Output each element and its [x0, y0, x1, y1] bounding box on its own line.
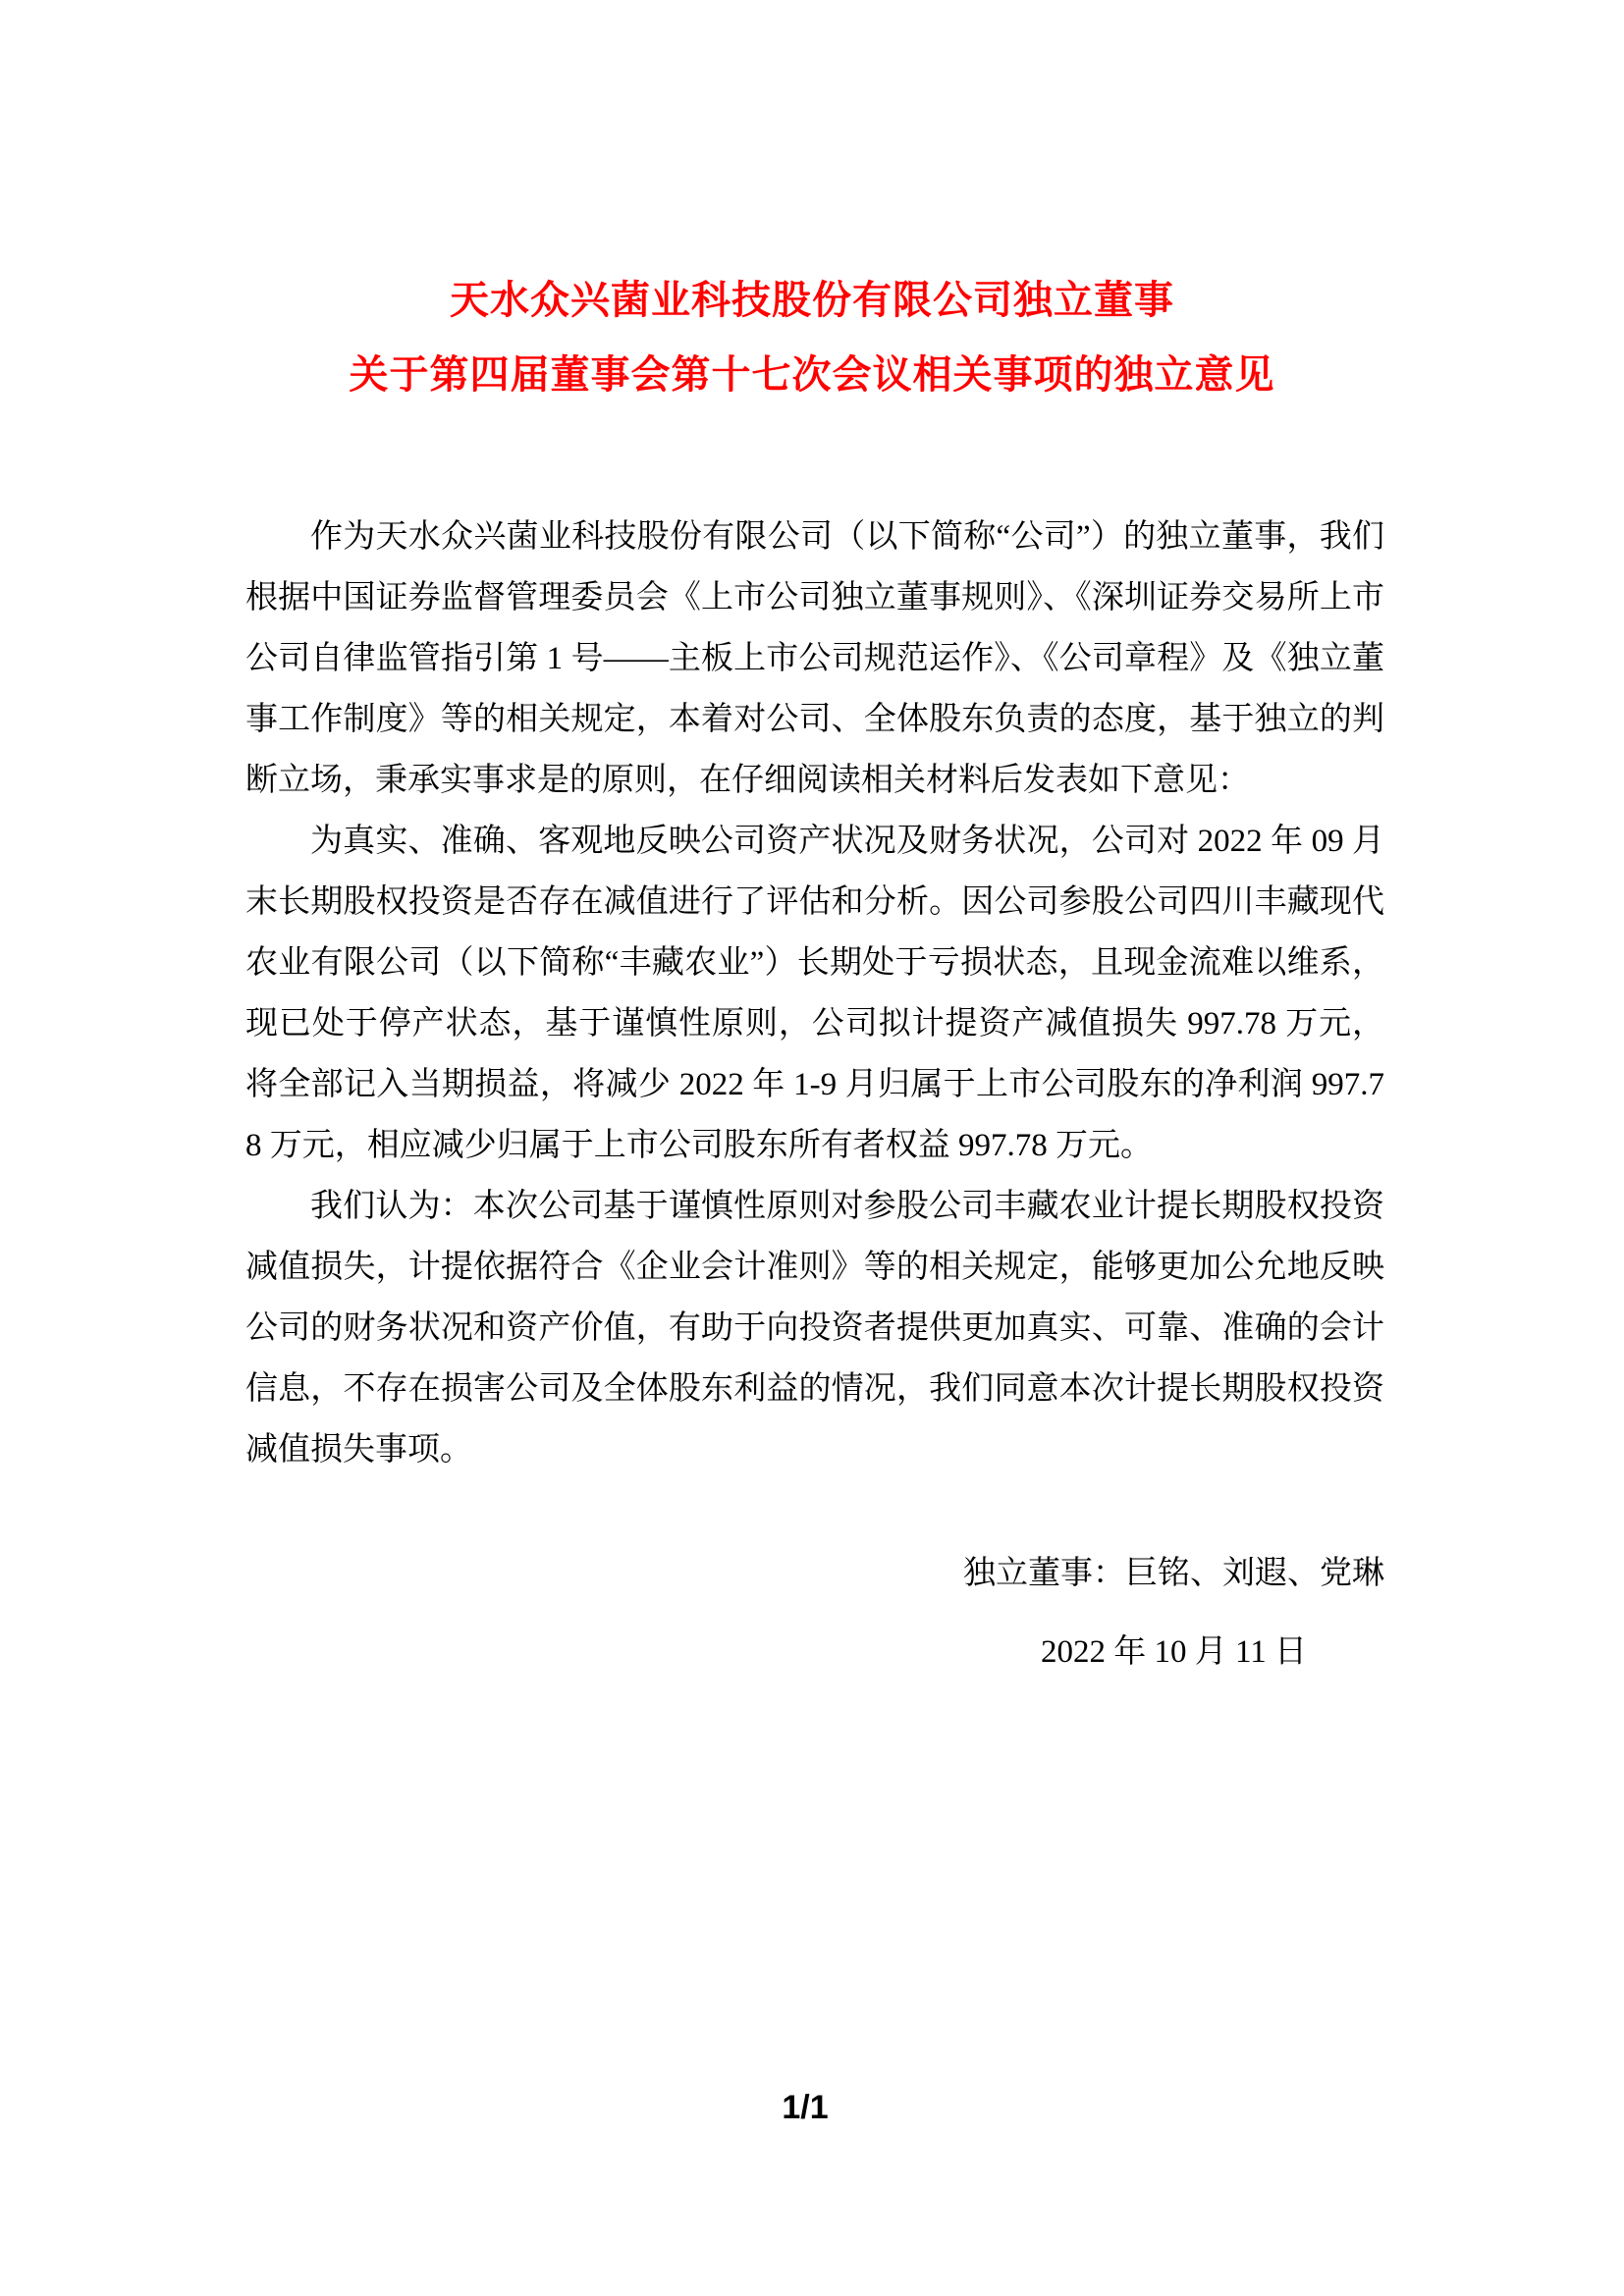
signature-signers: 独立董事：巨铭、刘遐、党琳 [963, 1556, 1384, 1591]
signature-date: 2022 年 10 月 11 日 [1040, 1634, 1308, 1670]
signature-block [963, 1543, 1384, 1682]
body-paragraph-3: 我们认为：本次公司基于谨慎性原则对参股公司丰藏农业计提长期股权投资减值损失，计提依据符合《企业会计准则》等的相关规定，能够更加公允地反映公司的财务状况和资产价值，有助于向投资者提供更加真实、可靠、准确的会计信息，不存在损害公司及全体股东利益的情况，我们同意本次计提长期股权投资减值损失事项。 [245, 1189, 1384, 1468]
document-title-line-1: 天水众兴菌业科技股份有限公司独立董事 [450, 279, 1174, 322]
document-body [245, 507, 1384, 1682]
page-number-footer: 1/1 [782, 2089, 829, 2126]
body-paragraph-2: 为真实、准确、客观地反映公司资产状况及财务状况，公司对 2022 年 09 月末长期股权投资是否存在减值进行了评估和分析。因公司参股公司四川丰藏现代农业有限公司（以下简称“丰藏农业”）长期处于亏损状态，且现金流难以维系，现已处于停产状态，基于谨慎性原则，公司拟计提资产减值损失 997.78 万元，将全部记入当期损益，将减少 2022 年 1-9 月归属于上市公司股东的净利润 997.78 万元，相应减少归属于上市公司股东所有者权益 997.78 万元。 [245, 824, 1384, 1163]
document-title-line-2: 关于第四届董事会第十七次会议相关事项的独立意见 [349, 353, 1275, 397]
document-title [0, 0, 1624, 412]
body-paragraph-1: 作为天水众兴菌业科技股份有限公司（以下简称“公司”）的独立董事，我们根据中国证券监督管理委员会《上市公司独立董事规则》、《深圳证券交易所上市公司自律监管指引第 1 号——主板上市公司规范运作》、《公司章程》及《独立董事工作制度》等的相关规定，本着对公司、全体股东负责的态度，基于独立的判断立场，秉承实事求是的原则，在仔细阅读相关材料后发表如下意见： [245, 519, 1384, 798]
